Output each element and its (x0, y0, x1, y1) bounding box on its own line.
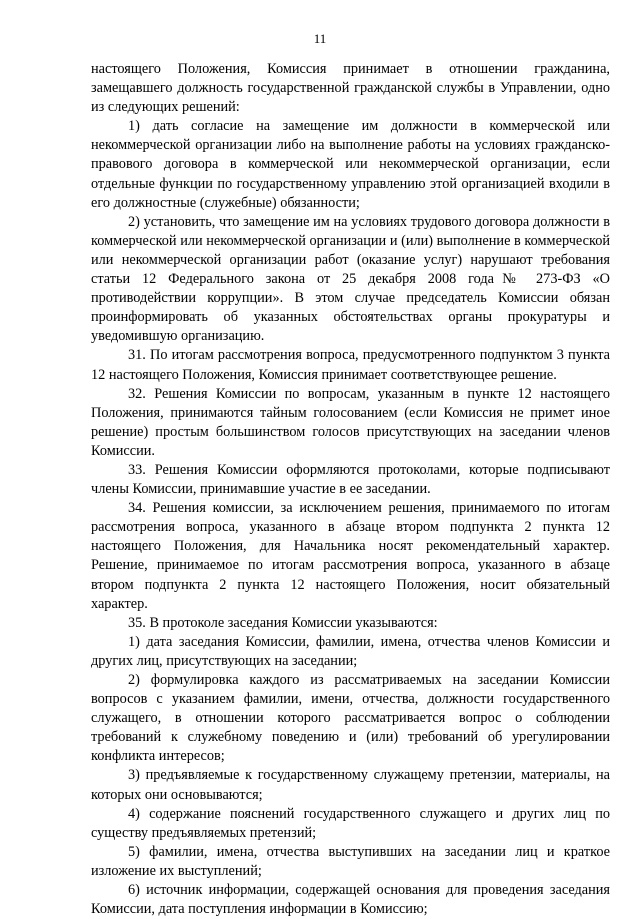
paragraph-protocol-2: 2) формулировка каждого из рассматриваемых на заседании Комиссии вопросов с указанием фамилии, имени, отчества, должности государственного служащего, в отношении которого рассматривается вопрос о соблюдении требований к служебному поведению и (или) требований об урегулировании конфликта интересов; (91, 672, 610, 765)
paragraph-item-35: 35. В протоколе заседания Комиссии указываются: (128, 614, 438, 631)
paragraph-protocol-6: 6) источник информации, содержащей основания для проведения заседания Комиссии, дата поступления информации в Комиссию; (91, 882, 610, 918)
paragraph-item-31: 31. По итогам рассмотрения вопроса, предусмотренного подпунктом 3 пункта 12 настоящего Положения, Комиссия принимает соответствующее решение. (91, 347, 610, 383)
paragraph-protocol-1: 1) дата заседания Комиссии, фамилии, имена, отчества членов Комиссии и других лиц, присутствующих на заседании; (91, 633, 610, 669)
paragraph-item-34: 34. Решения комиссии, за исключением решения, принимаемого по итогам рассмотрения вопроса, указанного в абзаце втором подпункта 2 пункта 12 настоящего Положения, для Начальника носят рекомендательный характер. Решение, принимаемое по итогам рассмотрения вопроса, указанного в абзаце втором подпункта 2 пункта 12 настоящего Положения, носит обязательный характер. (91, 500, 610, 612)
paragraph-protocol-4: 4) содержание пояснений государственного служащего и других лиц по существу предъявляемых претензий; (91, 805, 610, 841)
paragraph-item-33: 33. Решения Комиссии оформляются протоколами, которые подписывают члены Комиссии, принимавшие участие в ее заседании. (91, 461, 610, 498)
paragraph-decision-1: 1) дать согласие на замещение им должности в коммерческой или некоммерческой организации либо на выполнение работы на условиях гражданско-правового договора в коммерческой или некоммерческой организации, если отдельные функции по государственному управлению этой организацией входили в его должностные (служебные) обязанности; (91, 118, 610, 211)
document-body (91, 60, 610, 919)
paragraph-intro: настоящего Положения, Комиссия принимает в отношении гражданина, замещавшего должность государственной гражданской службы в Управлении, одно из следующих решений: (91, 61, 610, 116)
page-number: 11 (313, 31, 327, 46)
paragraph-item-32: 32. Решения Комиссии по вопросам, указанным в пункте 12 настоящего Положения, принимаются тайным голосованием (если Комиссия не примет иное решение) простым большинством голосов присутствующих на заседании членов Комиссии. (91, 385, 610, 459)
paragraph-decision-2: 2) установить, что замещение им на условиях трудового договора должности в коммерческой или некоммерческой организации и (или) выполнение в коммерческой или некоммерческой организации работ (оказание услуг) нарушают требования статьи 12 Федерального закона от 25 декабря 2008 года№ 273-ФЗ «О противодействии коррупции». В этом случае председатель Комиссии обязан проинформировать об указанных обстоятельствах органы прокуратуры и уведомившую организацию. (91, 213, 610, 345)
paragraph-protocol-5: 5) фамилии, имена, отчества выступивших на заседании лиц и краткое изложение их выступлений; (91, 843, 610, 879)
paragraph-protocol-3: 3) предъявляемые к государственному служащему претензии, материалы, на которых они основываются; (91, 767, 610, 803)
